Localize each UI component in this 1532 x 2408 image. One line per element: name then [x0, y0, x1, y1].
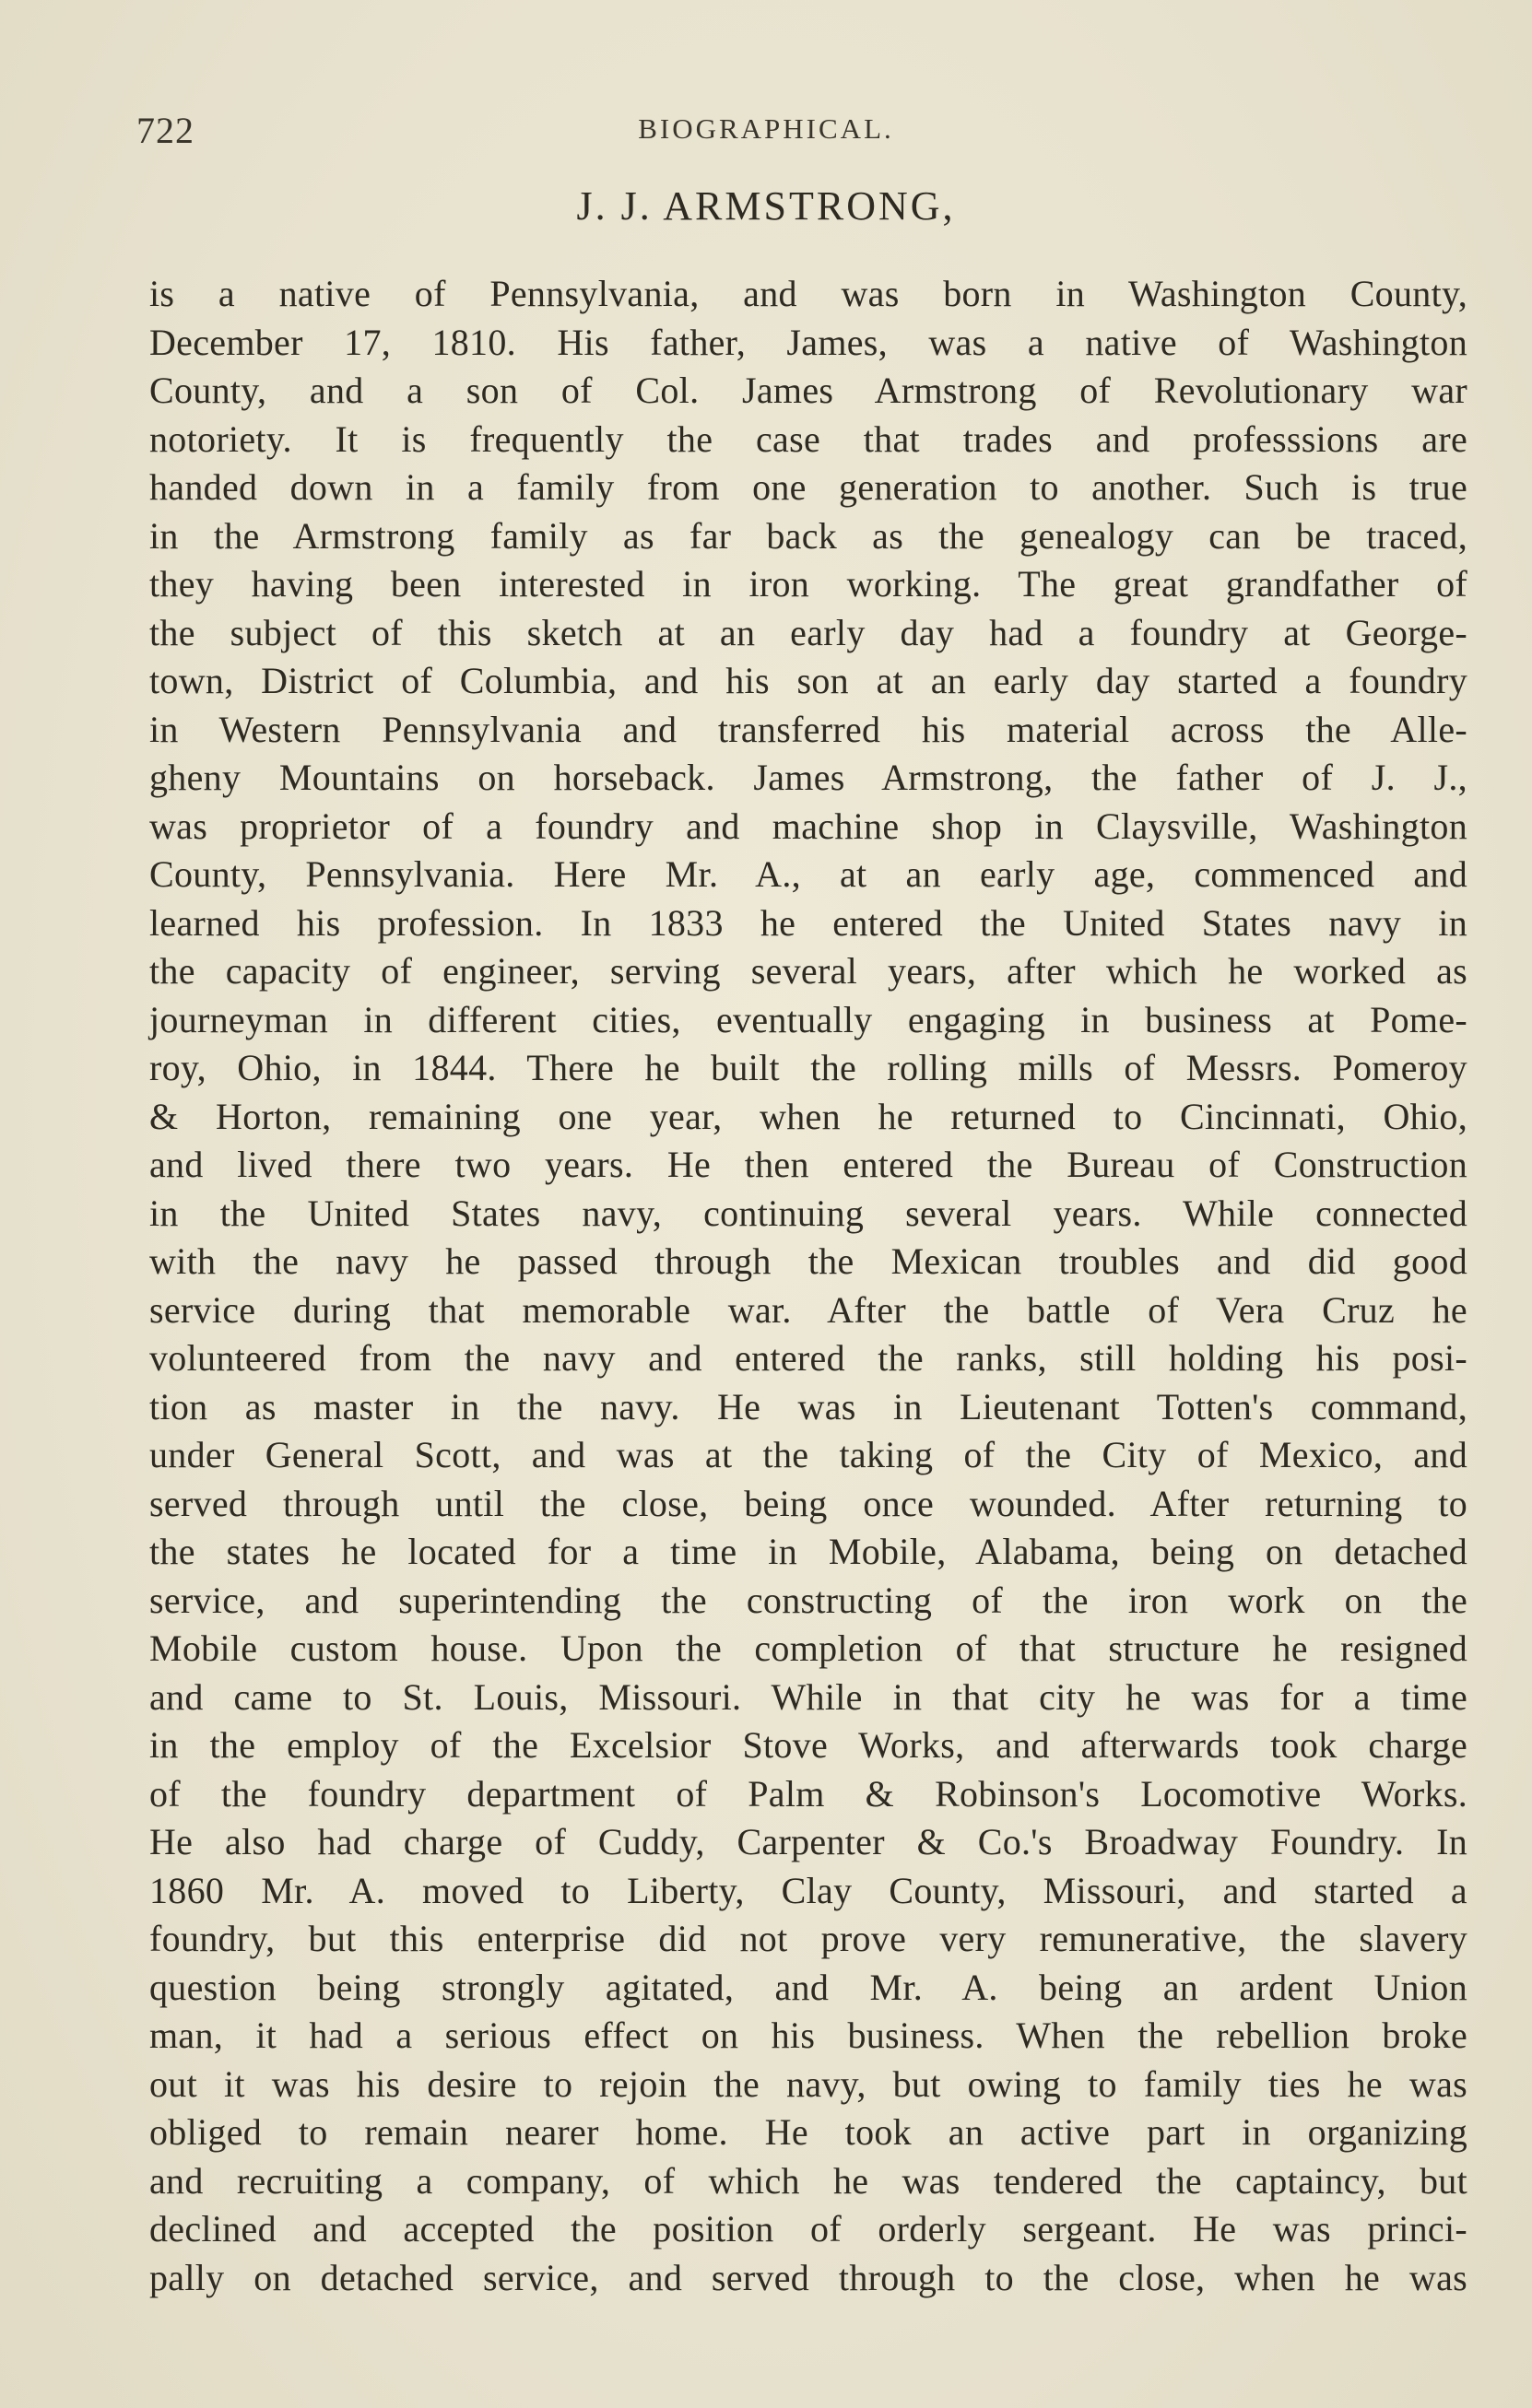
text-line: question being strongly agitated, and Mr. A. being an ardent Union	[149, 1966, 1467, 2008]
running-head: BIOGRAPHICAL.	[638, 112, 894, 145]
text-line: the states he located for a time in Mobile, Alabama, being on detached	[149, 1531, 1467, 1572]
text-line: and came to St. Louis, Missouri. While in that city he was for a time	[149, 1675, 1467, 1718]
text-line: they having been interested in iron working. The great grandfather of	[149, 563, 1467, 605]
text-line: and recruiting a company, of which he was tendered the captaincy, but	[149, 2159, 1467, 2202]
text-line: December 17, 1810. His father, James, was a native of Washington	[149, 321, 1467, 363]
text-line: notoriety. It is frequently the case that trades and professsions are	[149, 417, 1467, 460]
text-line: is a native of Pennsylvania, and was born in Washington County,	[149, 273, 1467, 314]
text-line: obliged to remain nearer home. He took an active part in organizing	[149, 2111, 1467, 2153]
text-line: service, and superintending the constructing of the iron work on the	[149, 1579, 1467, 1621]
text-line: Mobile custom house. Upon the completion of that structure he resigned	[149, 1627, 1467, 1669]
text-line: 1860 Mr. A. moved to Liberty, Clay County, Missouri, and started a	[149, 1869, 1467, 1911]
text-line: under General Scott, and was at the taking of the City of Mexico, and	[149, 1434, 1467, 1475]
text-line: the subject of this sketch at an early day had a foundry at George-	[149, 611, 1467, 653]
text-line: roy, Ohio, in 1844. There he built the rolling mills of Messrs. Pomeroy	[149, 1047, 1467, 1088]
text-line: in the employ of the Excelsior Stove Works, and afterwards took charge	[149, 1724, 1467, 1766]
page-number: 722	[136, 110, 194, 151]
text-line: in the United States navy, continuing several years. While connected	[149, 1192, 1467, 1234]
text-line: the capacity of engineer, serving several years, after which he worked as	[149, 950, 1467, 992]
text-line: County, and a son of Col. James Armstrong of Revolutionary war	[149, 370, 1467, 411]
text-line: foundry, but this enterprise did not prove very remunerative, the slavery	[149, 1918, 1467, 1959]
text-line: of the foundry department of Palm & Robinson's Locomotive Works.	[149, 1772, 1467, 1815]
text-line: volunteered from the navy and entered the ranks, still holding his posi-	[149, 1337, 1467, 1379]
text-line: man, it had a serious effect on his business. When the rebellion broke	[149, 2014, 1467, 2056]
article-body	[149, 270, 1467, 2302]
text-line: and lived there two years. He then entered the Bureau of Construction	[149, 1144, 1467, 1185]
text-line: in Western Pennsylvania and transferred his material across the Alle-	[149, 708, 1467, 750]
text-line: was proprietor of a foundry and machine shop in Claysville, Washington	[149, 805, 1467, 847]
text-line: with the navy he passed through the Mexican troubles and did good	[149, 1240, 1467, 1282]
text-line: He also had charge of Cuddy, Carpenter & Co.'s Broadway Foundry. In	[149, 1821, 1467, 1862]
text-line: tion as master in the navy. He was in Lieutenant Totten's command,	[149, 1385, 1467, 1427]
text-line: journeyman in different cities, eventually engaging in business at Pome-	[149, 998, 1467, 1040]
text-line: service during that memorable war. After the battle of Vera Cruz he	[149, 1288, 1467, 1331]
text-line: town, District of Columbia, and his son at an early day started a foundry	[149, 660, 1467, 701]
text-line: learned his profession. In 1833 he entered the United States navy in	[149, 901, 1467, 944]
text-line: in the Armstrong family as far back as the genealogy can be traced,	[149, 514, 1467, 557]
text-line: out it was his desire to rejoin the navy, but owing to family ties he was	[149, 2062, 1467, 2105]
text-line: served through until the close, being once wounded. After returning to	[149, 1482, 1467, 1524]
text-line: declined and accepted the position of orderly sergeant. He was princi-	[149, 2208, 1467, 2249]
text-line: & Horton, remaining one year, when he returned to Cincinnati, Ohio,	[149, 1095, 1467, 1137]
text-line: pally on detached service, and served through to the close, when he was	[149, 2256, 1467, 2298]
article-heading: J. J. ARMSTRONG,	[576, 183, 956, 229]
text-line: gheny Mountains on horseback. James Armstrong, the father of J. J.,	[149, 757, 1467, 798]
text-line: County, Pennsylvania. Here Mr. A., at an early age, commenced and	[149, 853, 1467, 895]
text-line: handed down in a family from one generation to another. Such is true	[149, 466, 1467, 508]
